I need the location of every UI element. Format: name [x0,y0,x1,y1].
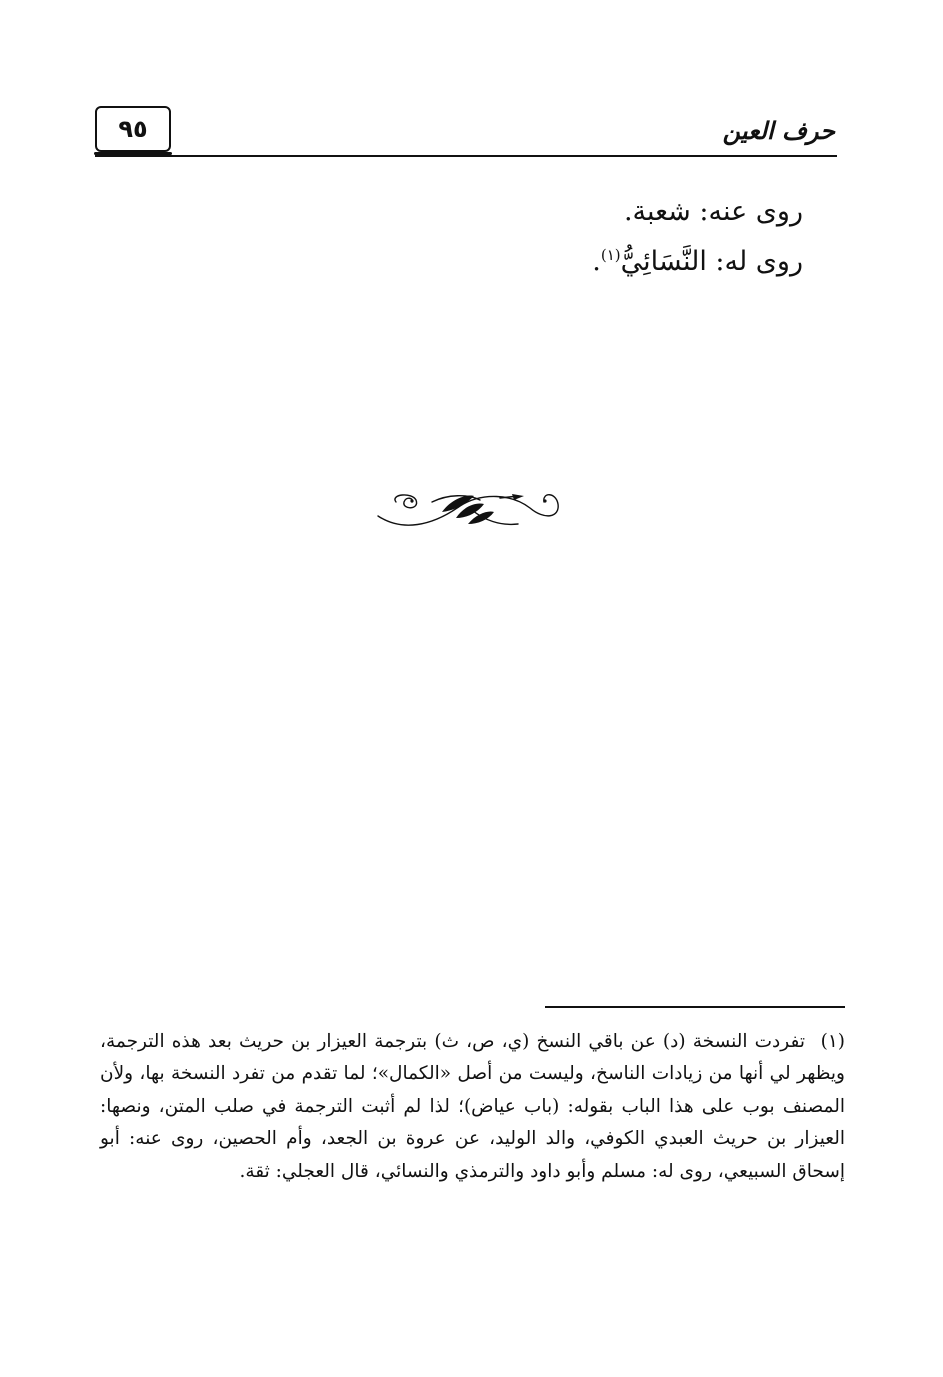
running-title: حرف العين [722,116,835,145]
footnotes [100,1026,845,1188]
body-line-narrators: روى عنه: شعبة. [623,196,803,227]
floral-divider-ornament-icon [372,484,564,532]
footnote-marker: (١) [600,246,621,264]
body-line-transmitters [592,246,803,277]
footnote-item [100,1026,845,1188]
page-number-box [95,106,171,152]
body-line-text: روى له: النَّسَائِيُّ [620,246,803,277]
footnote-rule [545,1006,845,1008]
body-line-end: . [592,246,601,277]
footnote-text: تفردت النسخة (د) عن باقي النسخ (ي، ص، ث) بترجمة العيزار بن حريث بعد هذه الترجمة، ويظهر لي أنها من زيادات الناسخ، وليست من أصل «الكمال»؛ لما تقدم من تفرد النسخة بها، ولأن المصنف بوب على هذا الباب بقوله: (باب عياض)؛ لذا لم أثبت الترجمة في صلب المتن، ونصها: العيزار بن حريث العبدي الكوفي، والد الوليد، عن عروة بن الجعد، وأم الحصين، روى عنه: أبو إسحاق السبيعي، روى له: مسلم وأبو داود والترمذي والنسائي، قال العجلي: ثقة. [100,1031,845,1182]
header-rule [95,155,837,157]
footnote-number: (١) [820,1031,845,1052]
page-number: ٩٥ [118,115,148,143]
